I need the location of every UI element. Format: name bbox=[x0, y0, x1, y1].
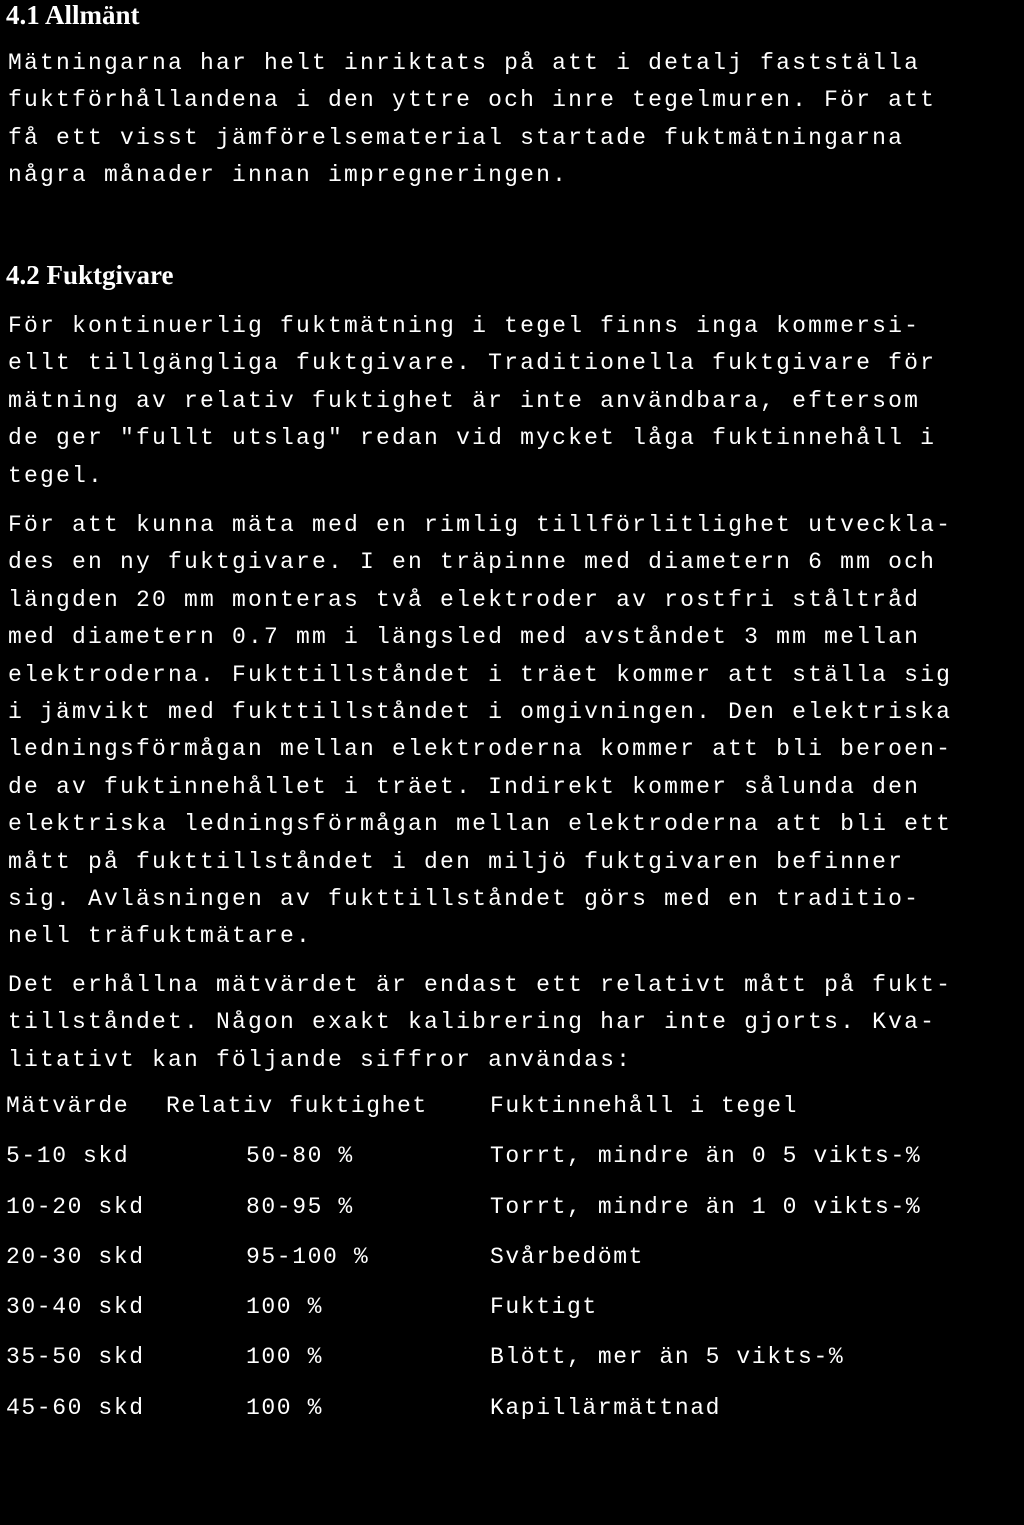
text-line: med diametern 0.7 mm i längsled med avståndet 3 mm mellan bbox=[8, 624, 921, 651]
table-cell: Blött, mer än 5 vikts-% bbox=[490, 1344, 845, 1371]
table-header-fuktinnehall: Fuktinnehåll i tegel bbox=[490, 1093, 799, 1119]
text-line: sig. Avläsningen av fukttillståndet görs med en traditio- bbox=[8, 886, 921, 913]
table-row bbox=[6, 1344, 845, 1394]
table-cell: 20-30 skd bbox=[6, 1243, 145, 1270]
table-cell: 35-50 skd bbox=[6, 1344, 145, 1371]
section-heading-allmant: 4.1 Allmänt bbox=[6, 0, 140, 30]
text-line: elektriska ledningsförmågan mellan elektroderna att bli ett bbox=[8, 811, 953, 838]
table-header-matvarde: Mätvärde bbox=[6, 1093, 130, 1119]
text-line: tillståndet. Någon exakt kalibrering har inte gjorts. Kva- bbox=[8, 1009, 937, 1036]
paragraph-fuktgivare-1 bbox=[8, 308, 936, 495]
paragraph-fuktgivare-2 bbox=[8, 507, 952, 956]
paragraph-allmant bbox=[8, 45, 936, 195]
text-line: För att kunna mäta med en rimlig tillförlitlighet utveckla- bbox=[8, 512, 953, 538]
text-line: Mätningarna har helt inriktats på att i detalj fastställa bbox=[8, 50, 921, 76]
table-header-row bbox=[6, 1093, 799, 1143]
section-heading-fuktgivare: 4.2 Fuktgivare bbox=[6, 260, 174, 290]
text-line: de av fuktinnehållet i träet. Indirekt kommer sålunda den bbox=[8, 773, 921, 800]
table-cell: 100 % bbox=[246, 1394, 324, 1421]
table-header-relativ-fuktighet: Relativ fuktighet bbox=[166, 1093, 428, 1119]
table-cell: 10-20 skd bbox=[6, 1193, 145, 1220]
table-cell: Torrt, mindre än 1 0 vikts-% bbox=[490, 1193, 922, 1220]
text-line: litativt kan följande siffror användas: bbox=[8, 1046, 633, 1073]
text-line: elektroderna. Fukttillståndet i träet kommer att ställa sig bbox=[8, 661, 953, 688]
paragraph-fuktgivare-3 bbox=[8, 967, 952, 1079]
text-line: tegel. bbox=[8, 462, 105, 489]
table-cell: Kapillärmättnad bbox=[490, 1394, 722, 1421]
text-line: nell träfuktmätare. bbox=[8, 923, 313, 950]
text-line: de ger "fullt utslag" redan vid mycket låga fuktinnehåll i bbox=[8, 425, 937, 452]
table-cell: 100 % bbox=[246, 1294, 324, 1321]
table-cell: 45-60 skd bbox=[6, 1394, 145, 1421]
text-line: För kontinuerlig fuktmätning i tegel finns inga kommersi- bbox=[8, 313, 921, 339]
text-line: ellt tillgängliga fuktgivare. Traditionella fuktgivare för bbox=[8, 350, 937, 377]
table-cell: 95-100 % bbox=[246, 1243, 370, 1270]
text-line: i jämvikt med fukttillståndet i omgivningen. Den elektriska bbox=[8, 699, 953, 726]
table-row bbox=[6, 1294, 598, 1344]
table-cell: 80-95 % bbox=[246, 1193, 354, 1220]
table-cell: Torrt, mindre än 0 5 vikts-% bbox=[490, 1143, 922, 1170]
text-line: Det erhållna mätvärdet är endast ett relativt mått på fukt- bbox=[8, 972, 953, 998]
text-line: längden 20 mm monteras två elektroder av rostfri ståltråd bbox=[8, 586, 921, 613]
moisture-table bbox=[6, 1093, 922, 1445]
text-line: mätning av relativ fuktighet är inte användbara, eftersom bbox=[8, 387, 921, 414]
table-row bbox=[6, 1143, 922, 1193]
table-cell: Svårbedömt bbox=[490, 1243, 645, 1270]
text-line: ledningsförmågan mellan elektroderna kommer att bli beroen- bbox=[8, 736, 953, 763]
text-line: fuktförhållandena i den yttre och inre tegelmuren. För att bbox=[8, 87, 937, 114]
text-line: des en ny fuktgivare. I en träpinne med diametern 6 mm och bbox=[8, 549, 937, 576]
table-row bbox=[6, 1243, 645, 1294]
table-cell: 5-10 skd bbox=[6, 1143, 130, 1170]
text-line: några månader innan impregneringen. bbox=[8, 162, 569, 189]
table-cell: Fuktigt bbox=[490, 1294, 598, 1321]
table-cell: 50-80 % bbox=[246, 1143, 354, 1170]
table-cell: 100 % bbox=[246, 1344, 324, 1371]
table-row bbox=[6, 1193, 922, 1244]
text-line: mått på fukttillståndet i den miljö fuktgivaren befinner bbox=[8, 848, 905, 875]
table-cell: 30-40 skd bbox=[6, 1294, 145, 1321]
table-row bbox=[6, 1394, 722, 1445]
text-line: få ett visst jämförelsematerial startade fuktmätningarna bbox=[8, 124, 905, 151]
